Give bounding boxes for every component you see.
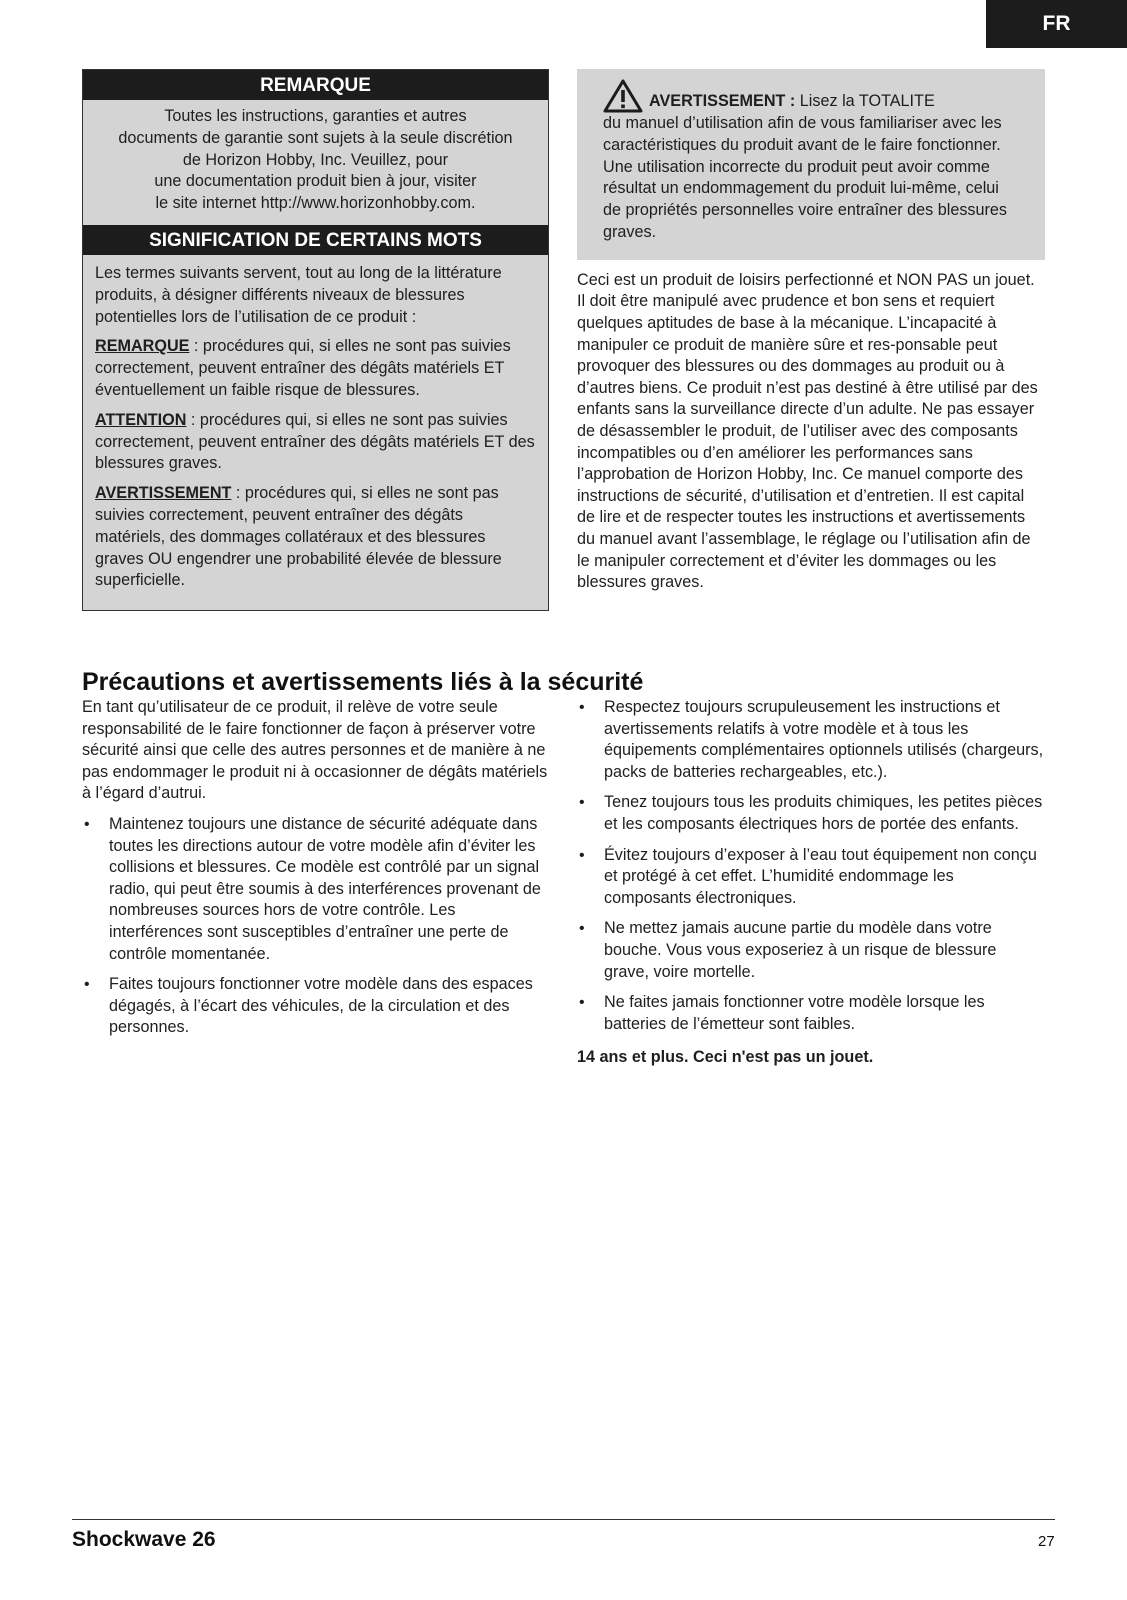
remarque-line: de Horizon Hobby, Inc. Veuillez, pour	[182, 150, 449, 169]
list-item: • Respectez toujours scrupuleusement les instructions et avertissements relatifs à votre modèle et à tous les équipements complémentaires optionnels utilisés (chargeurs, packs de batteries rechargeables, etc.).	[577, 697, 1045, 783]
safety-left-column	[82, 697, 550, 1039]
list-item: • Tenez toujours tous les produits chimiques, les petites pièces et les composants électriques hors de portée des enfants.	[577, 792, 1045, 835]
term-definition-attention	[95, 410, 536, 475]
warning-triangle-icon	[603, 79, 643, 113]
term-text: : procédures qui, si elles ne sont pas suivies correctement, peuvent entraîner des dégâts matériels ET des blessures graves.	[95, 410, 535, 473]
signification-intro: Les termes suivants servent, tout au long de la littérature produits, à désigner différents niveaux de blessures potentielles lors de l’utilisation de ce produit :	[95, 263, 502, 326]
safety-bullets-right	[577, 697, 1045, 1035]
notice-box	[82, 69, 549, 611]
safety-bullets-left	[82, 814, 550, 1039]
remarque-header: REMARQUE	[83, 70, 548, 100]
page-number: 27	[1038, 1533, 1055, 1550]
term-text: : procédures qui, si elles ne sont pas suivies correctement, peuvent entraîner des dégâts matériels ET éventuellement un faible risque de blessures.	[95, 337, 511, 399]
section-title: Précautions et avertissements liés à la sécurité	[82, 668, 644, 696]
remarque-line: le site internet http://www.horizonhobby.com.	[155, 194, 476, 213]
list-item: • Ne mettez jamais aucune partie du modèle dans votre bouche. Vous vous exposeriez à un risque de blessure grave, voire mortelle.	[577, 918, 1045, 983]
warning-body: du manuel d’utilisation afin de vous familiariser avec les caractéristiques du produit avant de le faire fonctionner. Une utilisation incorrecte du produit peut avoir comme résultat un endommagement du produit lui-même, celui de propriétés personnelles voire entraîner des blessures graves.	[603, 114, 1008, 241]
list-item: • Maintenez toujours une distance de sécurité adéquate dans toutes les directions autour de votre modèle afin d’éviter les collisions et blessures. Ce modèle est contrôlé par un signal radio, qui peut être soumis à des interférences provenant de nombreuses sources hors de votre contrôle. Les interférences sont susceptibles d’entraîner une perte de contrôle momentanée.	[82, 814, 550, 965]
right-column-top	[577, 69, 1045, 594]
safety-right-column	[577, 688, 1045, 1069]
term-label: ATTENTION	[95, 410, 187, 429]
term-text: : procédures qui, si elles ne sont pas suivies correctement, peuvent entraîner des dégâts matériels, des dommages collatéraux et des blessures graves OU engendrer une probabilité élevée de blessure superficielle.	[95, 484, 502, 590]
footer-divider	[72, 1519, 1055, 1520]
list-item: • Évitez toujours d’exposer à l’eau tout équipement non conçu et protégé à cet effet. L’humidité endommage les composants électroniques.	[577, 845, 1045, 910]
warning-label: AVERTISSEMENT :	[649, 92, 796, 111]
term-label: AVERTISSEMENT	[95, 484, 232, 503]
remarque-line: une documentation produit bien à jour, visiter	[154, 172, 477, 191]
term-label: REMARQUE	[95, 337, 190, 356]
warning-box	[577, 69, 1045, 260]
warning-first-line	[649, 91, 935, 113]
language-tab: FR	[986, 0, 1127, 48]
age-notice: 14 ans et plus. Ceci n'est pas un jouet.	[577, 1048, 874, 1067]
list-item: • Ne faites jamais fonctionner votre modèle lorsque les batteries de l’émetteur sont faibles.	[577, 992, 1045, 1035]
term-definition-avertissement	[95, 483, 536, 592]
footer-model-name: Shockwave 26	[72, 1528, 216, 1551]
signification-header: SIGNIFICATION DE CERTAINS MOTS	[83, 225, 548, 255]
remarque-line: Toutes les instructions, garanties et autres	[164, 107, 467, 125]
list-item: • Faites toujours fonctionner votre modèle dans des espaces dégagés, à l’écart des véhicules, de la circulation et des personnes.	[82, 974, 550, 1039]
remarque-body	[83, 100, 548, 225]
remarque-line: documents de garantie sont sujets à la seule discrétion	[118, 128, 513, 147]
term-definition-remarque	[95, 336, 536, 401]
safety-intro: En tant qu’utilisateur de ce produit, il relève de votre seule responsabilité de le faire fonctionner de façon à préserver votre sécurité ainsi que celle des autres personnes et de manière à ne pas endommager le produit ni à occasionner de dégâts matériels à l’égard d’autrui.	[82, 698, 548, 803]
intro-paragraph: Ceci est un produit de loisirs perfectionné et NON PAS un jouet. Il doit être manipulé avec prudence et bon sens et requiert quelques aptitudes de base à la mécanique. L’incapacité à manipuler ce produit de manière sûre et res-ponsable peut provoquer des blessures ou des dommages au produit ou à d’autres biens. Ce produit n’est pas destiné à être utilisé par des enfants sans la surveillance directe d’un adulte. Ne pas essayer de désassembler le produit, de l’utiliser avec des composants incompatibles ou d’en améliorer les performances sans l’approbation de Horizon Hobby, Inc. Ce manuel comporte des instructions de sécurité, d’utilisation et d’entretien. Il est capital de lire et de respecter toutes les instructions et avertissements du manuel avant l’assemblage, le réglage ou l’utilisation afin de le manipuler correctement et d’éviter les dommages ou les blessures graves.	[577, 270, 1038, 592]
warning-heading	[603, 79, 1019, 113]
signification-body	[83, 255, 548, 610]
warning-first-text: Lisez la TOTALITE	[795, 92, 935, 111]
